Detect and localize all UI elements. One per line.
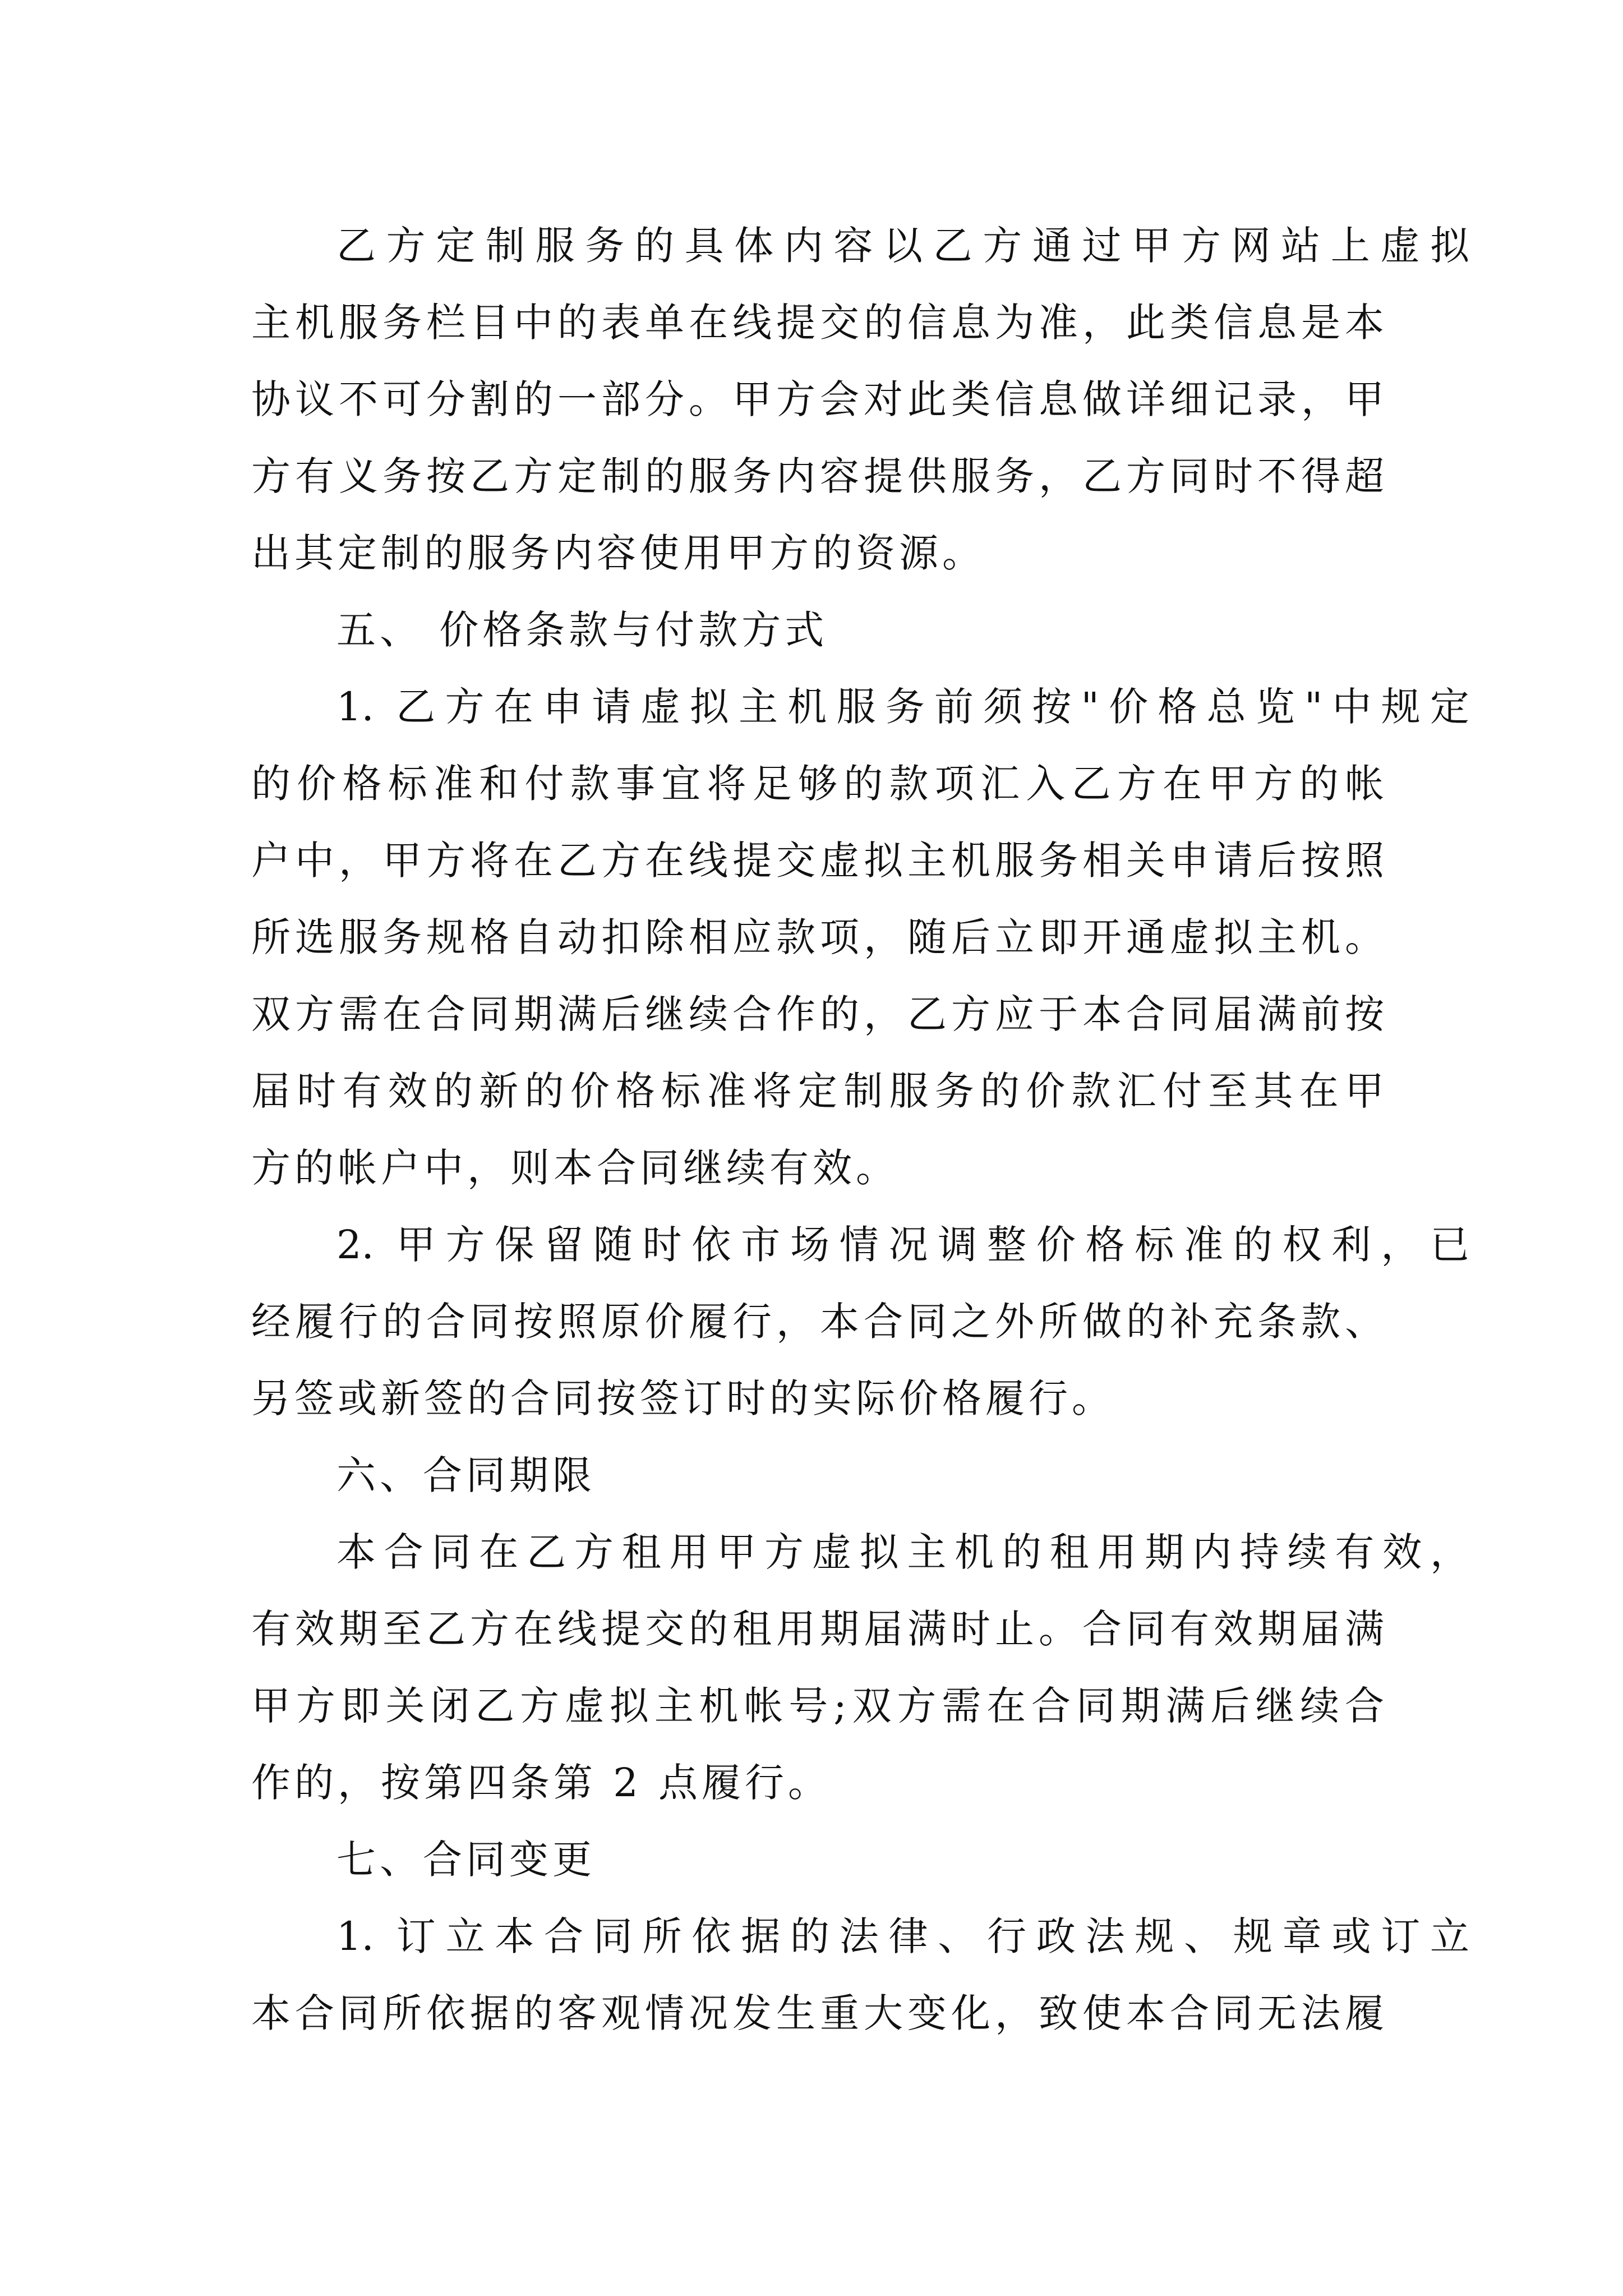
paragraph-line: 经履行的合同按照原价履行，本合同之外所做的补充条款、: [251, 1299, 1384, 1345]
paragraph-line: 另签或新签的合同按签订时的实际价格履行。: [251, 1375, 1115, 1421]
paragraph-line: 作的，按第四条第 2 点履行。: [251, 1760, 832, 1806]
paragraph-line: 乙方定制服务的具体内容以乙方通过甲方网站上虚拟: [336, 223, 1469, 269]
section-heading: 七、合同变更: [336, 1837, 596, 1883]
paragraph-line: 出其定制的服务内容使用甲方的资源。: [251, 530, 985, 576]
section-heading: 六、合同期限: [336, 1452, 596, 1498]
paragraph-line: 有效期至乙方在线提交的租用期届满时止。合同有效期届满: [251, 1606, 1384, 1652]
paragraph-line: 2. 甲方保留随时依市场情况调整价格标准的权利，已: [336, 1222, 1469, 1268]
paragraph-line: 双方需在合同期满后继续合作的，乙方应于本合同届满前按: [251, 991, 1384, 1037]
paragraph-line: 本合同所依据的客观情况发生重大变化，致使本合同无法履: [251, 1990, 1384, 2036]
paragraph-line: 1. 订立本合同所依据的法律、行政法规、规章或订立: [336, 1913, 1469, 1959]
paragraph-line: 甲方即关闭乙方虚拟主机帐号;双方需在合同期满后继续合: [251, 1683, 1384, 1729]
paragraph-line: 方的帐户中，则本合同继续有效。: [251, 1145, 899, 1191]
paragraph-line: 主机服务栏目中的表单在线提交的信息为准，此类信息是本: [251, 300, 1384, 346]
paragraph-line: 所选服务规格自动扣除相应款项，随后立即开通虚拟主机。: [251, 914, 1384, 960]
paragraph-line: 本合同在乙方租用甲方虚拟主机的租用期内持续有效，: [336, 1529, 1469, 1575]
paragraph-line: 届时有效的新的价格标准将定制服务的价款汇付至其在甲: [251, 1068, 1384, 1114]
paragraph-line: 户中，甲方将在乙方在线提交虚拟主机服务相关申请后按照: [251, 838, 1384, 884]
paragraph-line: 的价格标准和付款事宜将足够的款项汇入乙方在甲方的帐: [251, 761, 1384, 807]
paragraph-line: 协议不可分割的一部分。甲方会对此类信息做详细记录，甲: [251, 376, 1384, 422]
paragraph-line: 方有义务按乙方定制的服务内容提供服务，乙方同时不得超: [251, 453, 1384, 499]
section-heading: 五、 价格条款与付款方式: [336, 607, 828, 653]
paragraph-line: 1. 乙方在申请虚拟主机服务前须按"价格总览"中规定: [336, 684, 1469, 730]
